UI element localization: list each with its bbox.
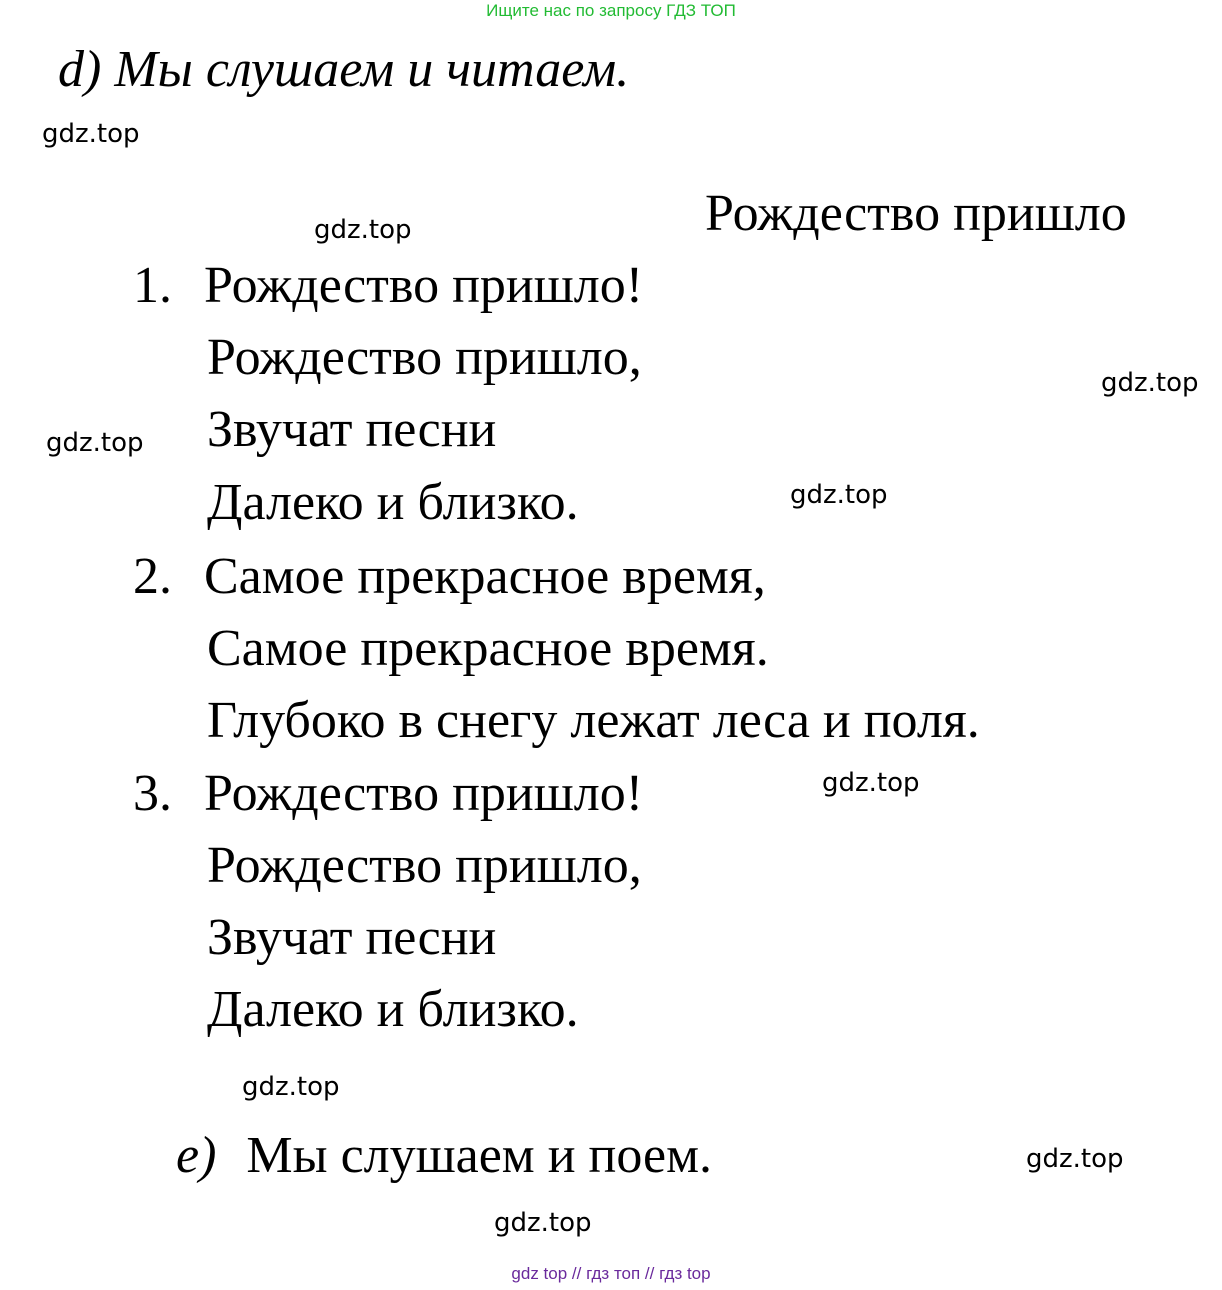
watermark: gdz.top — [822, 768, 920, 798]
section-e-title: Мы слушаем и поем. — [246, 1127, 712, 1184]
poem-title: Рождество пришло — [705, 185, 1127, 242]
verse-line: Самое прекрасное время, — [204, 548, 766, 605]
watermark: gdz.top — [790, 480, 888, 510]
verse-number: 2. — [133, 548, 172, 605]
section-e-heading — [176, 1124, 712, 1188]
section-d-heading — [58, 38, 629, 102]
watermark: gdz.top — [42, 119, 140, 149]
verse-number: 1. — [133, 257, 172, 314]
watermark: gdz.top — [314, 215, 412, 245]
verse-number: 3. — [133, 765, 172, 822]
verse-line: Звучат песни — [207, 909, 497, 966]
watermark: gdz.top — [242, 1072, 340, 1102]
verse-line: Рождество пришло! — [204, 257, 644, 314]
footer-links: gdz top // гдз топ // гдз top — [511, 1264, 711, 1283]
section-d-title: Мы слушаем и читаем. — [114, 41, 630, 98]
watermark: gdz.top — [1101, 368, 1199, 398]
verse-line: Рождество пришло, — [207, 837, 642, 894]
watermark: gdz.top — [1026, 1144, 1124, 1174]
verse-line: Глубоко в снегу лежат леса и поля. — [207, 692, 980, 749]
verse-line: Рождество пришло, — [207, 329, 642, 386]
top-banner: Ищите нас по запросу ГДЗ ТОП — [486, 1, 736, 20]
verse-line: Звучат песни — [207, 401, 497, 458]
verse-line: Самое прекрасное время. — [207, 620, 769, 677]
verse-line: Далеко и близко. — [207, 474, 579, 531]
section-d-letter: d) — [58, 41, 102, 98]
watermark: gdz.top — [46, 428, 144, 458]
section-e-letter: e) — [176, 1127, 217, 1184]
verse-line: Далеко и близко. — [207, 981, 579, 1038]
watermark: gdz.top — [494, 1208, 592, 1238]
verse-line: Рождество пришло! — [204, 765, 644, 822]
